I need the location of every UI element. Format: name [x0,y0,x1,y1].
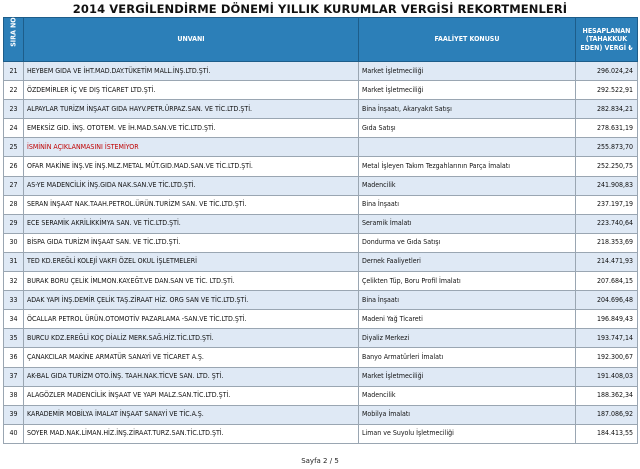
row-activity: Gıda Satışı [359,119,576,138]
row-activity: Market İşletmeciliği [359,81,576,100]
row-activity: Diyaliz Merkezi [359,329,576,348]
row-tax-amount: 218.353,69 [576,233,638,252]
row-activity: Metal İşleyen Takım Tezgahlarının Parça İmalatı [359,157,576,176]
table-row [4,367,638,386]
table-row [4,405,638,424]
row-number: 36 [4,348,24,367]
row-tax-amount: 192.300,67 [576,348,638,367]
table-row [4,329,638,348]
row-activity: Market İşletmeciliği [359,62,576,81]
row-number: 40 [4,424,24,443]
row-number: 37 [4,367,24,386]
row-tax-amount: 184.413,55 [576,424,638,443]
row-number: 25 [4,138,24,157]
row-tax-amount: 191.408,03 [576,367,638,386]
row-tax-amount: 196.849,43 [576,310,638,329]
row-activity: Bina İnşaatı, Akaryakıt Satışı [359,100,576,119]
header-hesaplanan-vergi: HESAPLANAN (TAHAKKUK EDEN) VERGİ ₺ [576,18,638,62]
row-company-name: BİSPA GIDA TURİZM İNŞAAT SAN. VE TİC.LTD.ŞTİ. [24,233,359,252]
row-activity: Banyo Armatürleri İmalatı [359,348,576,367]
row-number: 24 [4,119,24,138]
header-sira-no: SIRA NO [4,18,24,62]
row-company-name: SOYER MAD.NAK.LİMAN.HİZ.İNŞ.ZİRAAT.TURZ.SAN.TİC.LTD.ŞTİ. [24,424,359,443]
row-company-name: EMEKSİZ GID. İNŞ. OTOTEM. VE İH.MAD.SAN.VE TİC.LTD.ŞTİ. [24,119,359,138]
row-company-name: ÇANAKCILAR MAKİNE ARMATÜR SANAYİ VE TİCARET A.Ş. [24,348,359,367]
table-row [4,214,638,233]
row-tax-amount: 187.086,92 [576,405,638,424]
table-row [4,100,638,119]
row-company-name: TED KD.EREĞLİ KOLEJİ VAKFI ÖZEL OKUL İŞLETMELERİ [24,252,359,271]
row-number: 28 [4,195,24,214]
row-number: 31 [4,252,24,271]
row-company-name: ECE SERAMİK AKRİLİKKİMYA SAN. VE TİC.LTD.ŞTİ. [24,214,359,233]
row-company-name: İSMİNİN AÇIKLANMASINI İSTEMİYOR [24,138,359,157]
row-tax-amount: 255.873,70 [576,138,638,157]
row-company-name: ÖZDEMİRLER İÇ VE DIŞ TİCARET LTD.ŞTİ. [24,81,359,100]
table-row [4,348,638,367]
table-row [4,81,638,100]
table-row [4,138,638,157]
row-tax-amount: 204.696,48 [576,291,638,310]
row-company-name: SERAN İNŞAAT NAK.TAAH.PETROL.ÜRÜN.TURİZM SAN. VE TİC.LTD.ŞTİ. [24,195,359,214]
row-tax-amount: 207.684,15 [576,272,638,291]
row-activity: Madencilik [359,386,576,405]
row-activity: Dondurma ve Gıda Satışı [359,233,576,252]
header-unvani: UNVANI [24,18,359,62]
row-number: 30 [4,233,24,252]
row-tax-amount: 282.834,21 [576,100,638,119]
table-row [4,195,638,214]
row-tax-amount: 193.747,14 [576,329,638,348]
row-number: 32 [4,272,24,291]
row-activity: Mobilya İmalatı [359,405,576,424]
taxpayers-table [3,17,638,444]
row-company-name: HEYBEM GIDA VE İHT.MAD.DAY.TÜKETİM MALL.İNŞ.LTD.ŞTİ. [24,62,359,81]
row-company-name: ÖCALLAR PETROL ÜRÜN.OTOMOTİV PAZARLAMA -SAN.VE TİC.LTD.ŞTİ. [24,310,359,329]
table-header-row [4,18,638,62]
table-row [4,157,638,176]
row-activity: Market İşletmeciliği [359,367,576,386]
row-company-name: AK-BAL GIDA TURİZM OTO.İNŞ. TAAH.NAK.TİCVE SAN. LTD. ŞTİ. [24,367,359,386]
row-company-name: AS-YE MADENCİLİK İNŞ.GIDA NAK.SAN.VE TİC.LTD.ŞTİ. [24,176,359,195]
row-number: 39 [4,405,24,424]
row-company-name: BURAK BORU ÇELİK İMLMON.KAY.EĞT.VE DAN.SAN VE TİC. LTD.ŞTİ. [24,272,359,291]
table-row [4,176,638,195]
table-row [4,386,638,405]
row-activity: Liman ve Suyolu İşletmeciliği [359,424,576,443]
row-company-name: KARADEMİR MOBİLYA İMALAT İNŞAAT SANAYİ VE TİC.A.Ş. [24,405,359,424]
row-number: 26 [4,157,24,176]
row-number: 34 [4,310,24,329]
row-tax-amount: 188.362,34 [576,386,638,405]
table-body [4,62,638,444]
row-activity: Madencilik [359,176,576,195]
header-faaliyet-konusu: FAALİYET KONUSU [359,18,576,62]
row-activity: Çelikten Tüp, Boru Profil İmalatı [359,272,576,291]
row-number: 21 [4,62,24,81]
row-number: 35 [4,329,24,348]
row-number: 27 [4,176,24,195]
row-activity: Dernek Faaliyetleri [359,252,576,271]
row-tax-amount: 241.908,83 [576,176,638,195]
table-row [4,272,638,291]
table-row [4,62,638,81]
row-activity [359,138,576,157]
table-row [4,233,638,252]
row-tax-amount: 237.197,19 [576,195,638,214]
row-activity: Seramik İmalatı [359,214,576,233]
row-tax-amount: 214.471,93 [576,252,638,271]
page-title: 2014 VERGİLENDİRME DÖNEMİ YILLIK KURUMLAR VERGİSİ REKORTMENLERİ [72,2,568,16]
row-company-name: ADAK YAPI İNŞ.DEMİR ÇELİK TAŞ.ZİRAAT HİZ. ORG SAN VE TİC.LTD.ŞTİ. [24,291,359,310]
row-tax-amount: 223.740,64 [576,214,638,233]
row-tax-amount: 252.250,75 [576,157,638,176]
row-tax-amount: 292.522,91 [576,81,638,100]
row-company-name: OFAR MAKİNE İNŞ.VE İNŞ.MLZ.METAL MÜT.GID.MAD.SAN.VE TİC.LTD.ŞTİ. [24,157,359,176]
table-row [4,291,638,310]
table-row [4,252,638,271]
row-company-name: ALPAYLAR TURİZM İNŞAAT GIDA HAYV.PETR.ÜRPAZ.SAN. VE TİC.LTD.ŞTİ. [24,100,359,119]
row-activity: Bina İnşaatı [359,195,576,214]
row-tax-amount: 296.024,24 [576,62,638,81]
table-row [4,119,638,138]
row-number: 22 [4,81,24,100]
row-activity: Madeni Yağ Ticareti [359,310,576,329]
row-number: 33 [4,291,24,310]
row-company-name: ALAGÖZLER MADENCİLİK İNŞAAT VE YAPI MALZ.SAN.TİC.LTD.ŞTİ. [24,386,359,405]
table-row [4,424,638,443]
page-footer: Sayfa 2 / 5 [301,457,339,465]
row-tax-amount: 278.631,19 [576,119,638,138]
row-activity: Bina İnşaatı [359,291,576,310]
row-number: 29 [4,214,24,233]
row-number: 38 [4,386,24,405]
row-company-name: BURCU KDZ.EREĞLİ KOÇ DİALİZ MERK.SAĞ.HİZ.TİC.LTD.ŞTİ. [24,329,359,348]
row-number: 23 [4,100,24,119]
table-row [4,310,638,329]
